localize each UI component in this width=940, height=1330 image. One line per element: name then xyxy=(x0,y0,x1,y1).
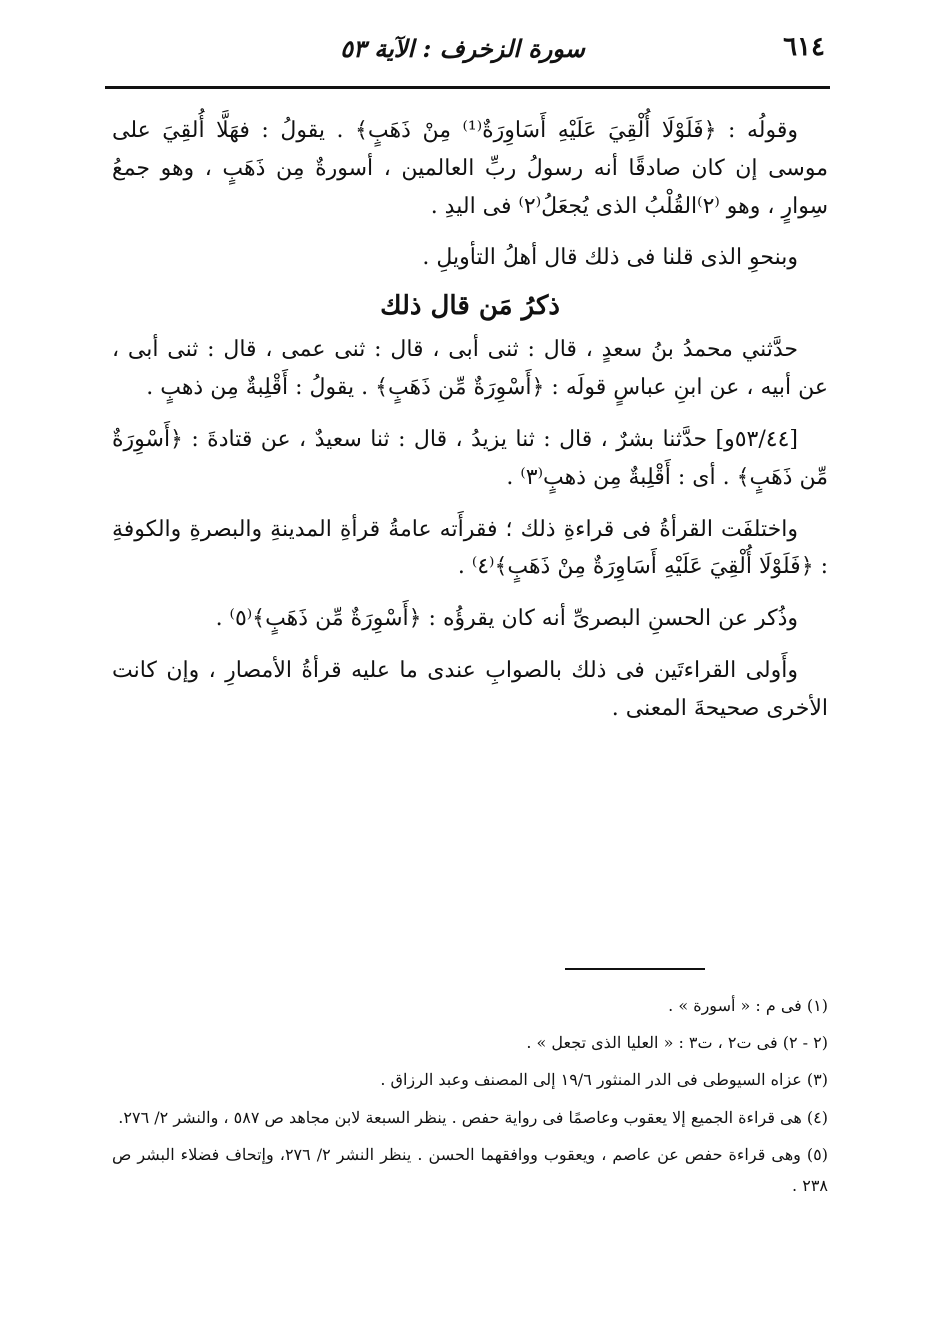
footnote: (٢ - ٢) فى ت٢ ، ت٣ : « العليا الذى تجعل » . xyxy=(526,1033,828,1053)
paragraph: وقولُه : ﴿فَلَوْلَا أُلْقِيَ عَلَيْهِ أَسَاوِرَةٌ⁽¹⁾ مِنْ ذَهَبٍ﴾ . يقولُ : فهَلَّا أُلقِيَ على موسى إن كان صادقًا أنه رسولُ ربِّ العالمين ، أسورةٌ مِن ذَهَبٍ ، وهو جمعُ سِوارٍ ، وهو ⁽٢⁾القُلْبُ الذى يُجعَلُ⁽٢⁾ فى اليدِ . xyxy=(112,118,828,219)
paragraph: حدَّثني محمدُ بنُ سعدٍ ، قال : ثنى أبى ، قال : ثنى عمى ، قال : ثنى أبى ، عن أبيه ، عن ابنِ عباسٍ قولَه : ﴿أَسْوِرَةٌ مِّن ذَهَبٍ﴾ . يقولُ : أَقْلِبةٌ مِن ذهبٍ . xyxy=(112,337,828,401)
footnote: (١) فى م : « أسورة » . xyxy=(668,996,828,1015)
paragraph: وبنحوِ الذى قلنا فى ذلك قال أهلُ التأويلِ . xyxy=(422,245,798,271)
header-rule xyxy=(105,86,830,89)
paragraph: وأَولى القراءتَين فى ذلك بالصوابِ عندى ما عليه قرأةُ الأمصارِ ، وإن كانت الأخرى صحيحةَ المعنى . xyxy=(112,658,828,721)
footnote-divider xyxy=(565,968,705,970)
paragraph: [٥٣/٤٤و] حدَّثنا بشرٌ ، قال : ثنا يزيدُ ، قال : ثنا سعيدٌ ، عن قتادةَ : ﴿أَسْوِرَةٌ مِّن ذَهَبٍ﴾ . أى : أَقْلِبةٌ مِن ذهبٍ⁽٣⁾ . xyxy=(112,426,828,490)
footnote: (٤) هى قراءة الجميع إلا يعقوب وعاصمًا فى رواية حفص . ينظر السبعة لابن مجاهد ص ٥٨٧ ، والنشر ٢/ ٢٧٦. xyxy=(118,1107,828,1127)
footnote: (٣) عزاه السيوطى فى الدر المنثور ١٩/٦ إلى المصنف وعبد الرزاق . xyxy=(380,1070,828,1090)
main-text xyxy=(112,112,828,742)
running-title: سورة الزخرف : الآية ٥٣ xyxy=(340,34,585,63)
section-heading: ذكرُ مَن قال ذلك xyxy=(380,291,560,322)
page-number: ٦١٤ xyxy=(783,32,825,62)
paragraph: واختلفَت القرأةُ فى قراءةِ ذلك ؛ فقرأَته عامةُ قرأةِ المدينةِ والبصرةِ والكوفةِ : ﴿فَلَوْلَا أُلْقِيَ عَلَيْهِ أَسَاوِرَةٌ مِنْ ذَهَبٍ﴾⁽٤⁾ . xyxy=(112,516,828,580)
footnote: (٥) وهى قراءة حفص عن عاصم ، ويعقوب ووافقهما الحسن . ينظر النشر ٢/ ٢٧٦، وإتحاف فضلاء البشر ص ٢٣٨ . xyxy=(112,1144,829,1195)
page-header xyxy=(100,28,825,72)
paragraph: وذُكر عن الحسنِ البصرىِّ أنه كان يقرؤُه : ﴿أَسْوِرَةٌ مِّن ذَهَبٍ﴾⁽٥⁾ . xyxy=(215,606,798,632)
footnotes xyxy=(112,990,828,1207)
